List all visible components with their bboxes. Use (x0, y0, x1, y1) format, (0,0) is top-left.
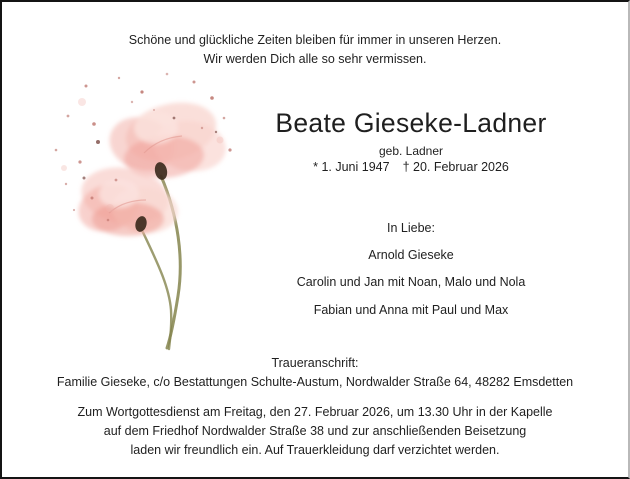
birth-date: * 1. Juni 1947 (313, 160, 390, 174)
mourners-block (194, 215, 628, 324)
deceased-name: Beate Gieseke-Ladner (275, 108, 547, 138)
service-line-2: auf dem Friedhof Nordwalder Straße 38 und zur anschließenden Beisetzung (103, 423, 527, 438)
mourner-line: Arnold Gieseke (368, 248, 454, 263)
life-dates (194, 159, 628, 175)
service-info (2, 403, 628, 459)
mourners-intro: In Liebe: (387, 221, 435, 235)
mourner-line: Carolin und Jan mit Noan, Malo und Nola (296, 275, 526, 290)
service-line-1: Zum Wortgottesdienst am Freitag, den 27. Februar 2026, um 13.30 Uhr in der Kapelle (77, 405, 553, 419)
epitaph-line-2: Wir werden Dich alle so sehr vermissen. (203, 52, 427, 66)
condolence-address (2, 354, 628, 391)
mourner-line: Fabian und Anna mit Paul und Max (313, 302, 509, 317)
maiden-name: geb. Ladner (378, 144, 444, 158)
epitaph-line-1: Schöne und glückliche Zeiten bleiben für immer in unseren Herzen. (128, 33, 502, 47)
address-label: Traueranschrift: (271, 356, 359, 370)
death-date: † 20. Februar 2026 (402, 160, 509, 174)
address-value: Familie Gieseke, c/o Bestattungen Schulte-Austum, Nordwalder Straße 64, 48282 Emsdetten (56, 374, 574, 389)
service-line-3: laden wir freundlich ein. Auf Trauerkleidung darf verzichtet werden. (130, 442, 500, 457)
